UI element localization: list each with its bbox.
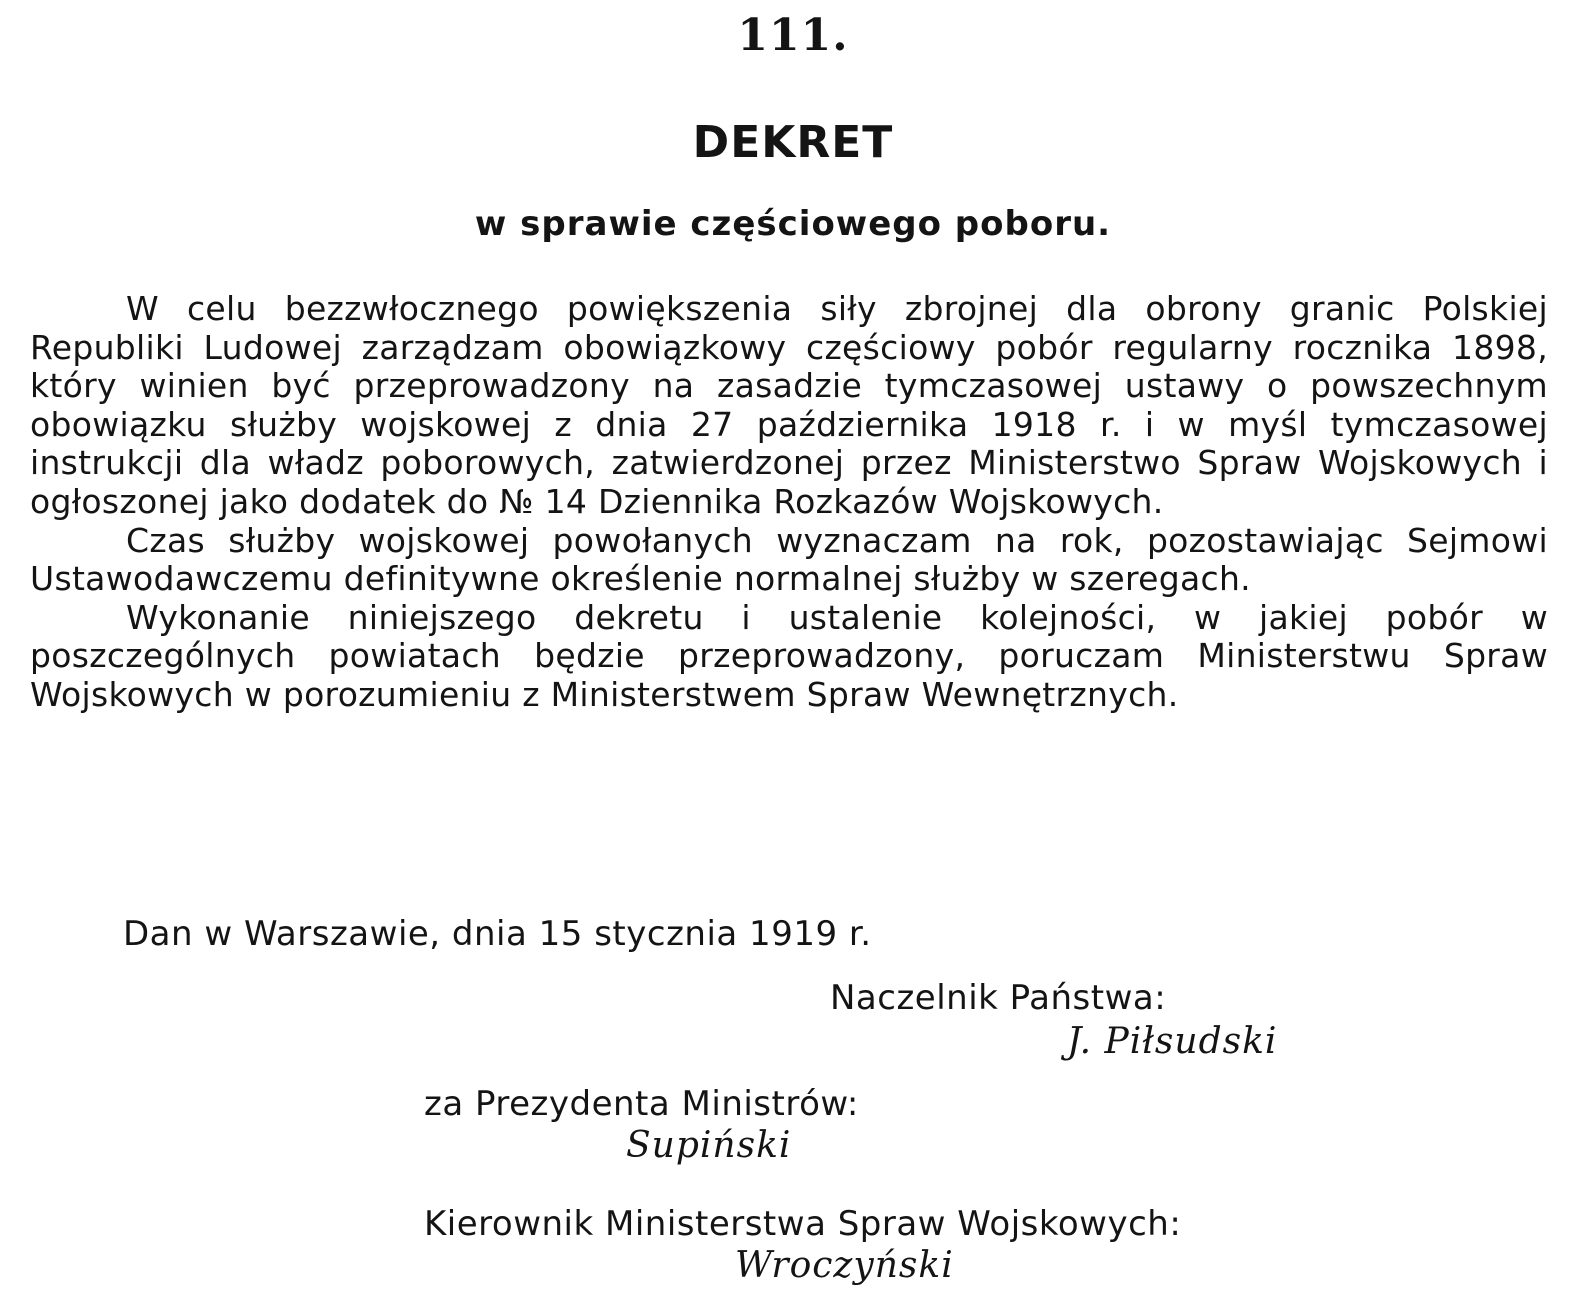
document-subtitle: w sprawie częściowego poboru. [474, 204, 1112, 244]
document-body [30, 290, 1548, 715]
signature-1-title: Naczelnik Państwa: [830, 978, 1167, 1018]
document-title: DEKRET [692, 117, 894, 168]
body-paragraph-2: Czas służby wojskowej powołanych wyznaczam na rok, pozostawiając Sejmowi Ustawodawczemu definitywne określenie normalnej służby w szeregach. [30, 520, 1548, 599]
body-paragraph-3: Wykonanie niniejszego dekretu i ustalenie kolejności, w jakiej pobór w poszczególnych powiatach będzie przeprowadzony, poruczam Ministerstwu Spraw Wojskowych w porozumieniu z Ministerstwem Spraw Wewnętrznych. [30, 597, 1548, 714]
signature-1-name: J. Piłsudski [1067, 1021, 1278, 1062]
body-paragraph-1: W celu bezzwłocznego powiększenia siły zbrojnej dla obrony granic Polskiej Republiki Ludowej zarządzam obowiązkowy częściowy pobór regularny rocznika 1898, który winien być przeprowadzony na zasadzie tymczasowej ustawy o powszechnym obowiązku służby wojskowej z dnia 27 października 1918 r. i w myśl tymczasowej instrukcji dla władz poborowych, zatwierdzonej przez Ministerstwo Spraw Wojskowych i ogłoszonej jako dodatek do № 14 Dziennika Rozkazów Wojskowych. [30, 289, 1548, 521]
signature-2-title: za Prezydenta Ministrów: [424, 1084, 859, 1124]
signature-3-title: Kierownik Ministerstwa Spraw Wojskowych: [424, 1204, 1182, 1244]
dateline: Dan w Warszawie, dnia 15 stycznia 1919 r. [123, 914, 872, 954]
signature-3-name: Wroczyński [735, 1245, 954, 1286]
signature-2-name: Supiński [626, 1125, 792, 1166]
document-number: 111. [737, 10, 849, 61]
